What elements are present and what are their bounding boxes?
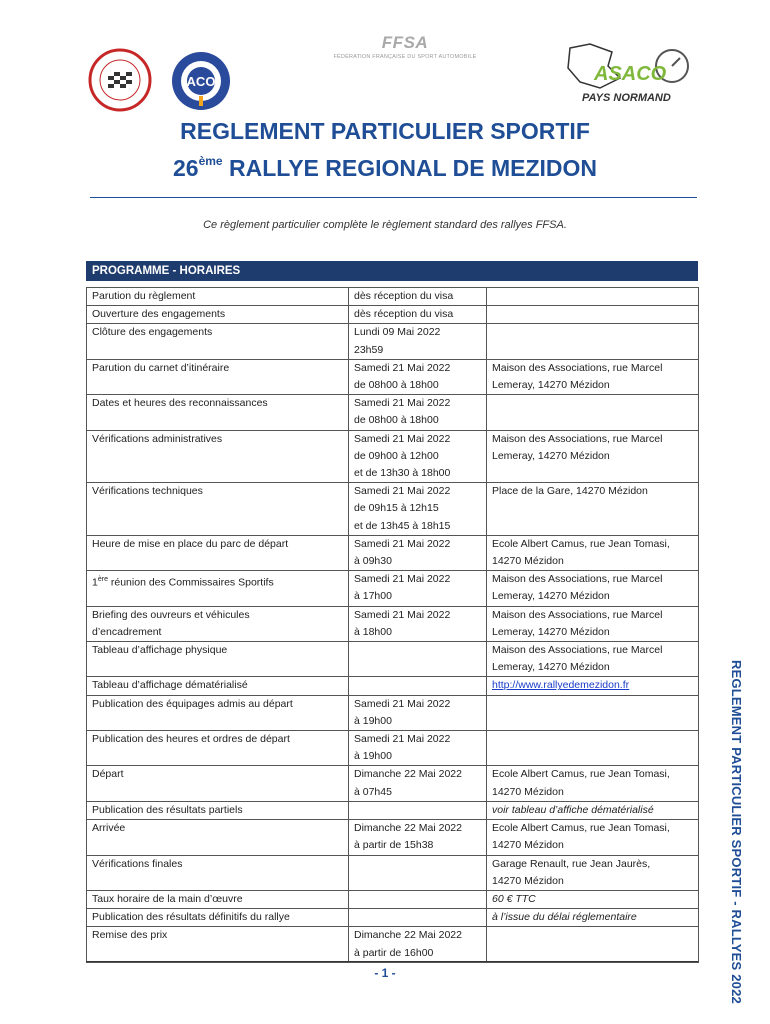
table-row	[87, 306, 699, 324]
row-date: 23h59	[354, 343, 384, 356]
row-location-cell	[487, 483, 699, 536]
row-date: à 19h00	[354, 714, 392, 727]
table-row	[87, 890, 699, 908]
row-label: Parution du carnet d’itinéraire	[92, 361, 230, 374]
row-date-cell	[349, 571, 487, 606]
row-location-cell	[487, 695, 699, 730]
row-location-cell	[487, 571, 699, 606]
table-row	[87, 766, 699, 801]
row-date-cell	[349, 731, 487, 766]
row-date: à 17h00	[354, 590, 392, 603]
row-location: Maison des Associations, rue Marcel	[492, 361, 663, 374]
row-date: à 07h45	[354, 785, 392, 798]
row-label: Tableau d’affichage physique	[92, 644, 228, 657]
row-location-cell	[487, 820, 699, 855]
table-row	[87, 677, 699, 695]
table-row	[87, 324, 699, 359]
table-row	[87, 801, 699, 819]
row-date-cell	[349, 306, 487, 324]
row-label-cell	[87, 288, 349, 306]
ecurie-augeronne-logo	[88, 48, 152, 112]
row-location-cell	[487, 642, 699, 677]
row-label: Publication des équipages admis au départ	[92, 697, 293, 710]
row-date: de 08h00 à 18h00	[354, 414, 439, 427]
rally-name: RALLYE REGIONAL DE MEZIDON	[222, 155, 598, 181]
row-label-cell	[87, 677, 349, 695]
row-date-cell	[349, 801, 487, 819]
table-row	[87, 820, 699, 855]
row-location: Maison des Associations, rue Marcel	[492, 644, 663, 657]
row-location: voir tableau d’affiche dématérialisé	[492, 803, 654, 816]
website-link[interactable]: http://www.rallyedemezidon.fr	[492, 679, 630, 692]
row-location: 60 € TTC	[492, 892, 536, 905]
row-date-cell	[349, 430, 487, 483]
row-date	[354, 856, 481, 873]
row-date: Samedi 21 Mai 2022	[354, 608, 451, 621]
row-label-cell	[87, 324, 349, 359]
row-date: Dimanche 22 Mai 2022	[354, 768, 462, 781]
table-row	[87, 535, 699, 570]
row-location-cell	[487, 890, 699, 908]
edition-number: 26	[172, 155, 199, 181]
row-date	[354, 802, 481, 819]
row-label-cell	[87, 731, 349, 766]
row-label-cell	[87, 430, 349, 483]
table-row	[87, 571, 699, 606]
row-date: et de 13h45 à 18h15	[354, 519, 451, 532]
table-row	[87, 483, 699, 536]
row-label: Arrivée	[92, 822, 126, 835]
row-label-cell	[87, 571, 349, 606]
row-location: Lemeray, 14270 Mézidon	[492, 379, 610, 392]
row-date: Lundi 09 Mai 2022	[354, 326, 441, 339]
row-location	[492, 288, 693, 305]
row-location: Ecole Albert Camus, rue Jean Tomasi,	[492, 768, 670, 781]
row-date-cell	[349, 606, 487, 641]
row-location: Ecole Albert Camus, rue Jean Tomasi,	[492, 537, 670, 550]
row-date-cell	[349, 890, 487, 908]
row-location	[492, 731, 693, 748]
row-location	[492, 306, 693, 323]
section-header-programme: PROGRAMME - HORAIRES	[86, 261, 698, 281]
row-date: de 08h00 à 18h00	[354, 379, 439, 392]
row-location	[492, 927, 693, 944]
row-label-cell	[87, 801, 349, 819]
row-label-cell	[87, 395, 349, 430]
row-label-cell	[87, 927, 349, 962]
row-label-cell	[87, 535, 349, 570]
row-location-cell	[487, 801, 699, 819]
row-label: Heure de mise en place du parc de départ	[92, 537, 289, 550]
row-location-cell	[487, 927, 699, 962]
row-location-cell	[487, 306, 699, 324]
row-label: Publication des résultats définitifs du rallye	[92, 911, 290, 924]
row-location	[492, 324, 693, 341]
page-title-line2	[0, 154, 770, 182]
aco-logo-text: ACO	[186, 74, 216, 89]
row-label: Tableau d’affichage dématérialisé	[92, 679, 248, 692]
row-location: Garage Renault, rue Jean Jaurès,	[492, 857, 651, 870]
ffsa-tagline: FÉDÉRATION FRANÇAISE DU SPORT AUTOMOBILE	[333, 54, 477, 60]
page-title-line1: REGLEMENT PARTICULIER SPORTIF	[180, 118, 590, 144]
row-location: 14270 Mézidon	[492, 785, 564, 798]
ffsa-logo	[320, 34, 490, 74]
row-label: Taux horaire de la main d’œuvre	[92, 892, 243, 905]
table-row	[87, 927, 699, 962]
title-divider	[90, 197, 697, 198]
row-date	[354, 677, 481, 694]
schedule-table	[86, 287, 699, 963]
row-date: dès réception du visa	[354, 308, 454, 321]
row-location-cell	[487, 535, 699, 570]
row-date-cell	[349, 642, 487, 677]
side-running-title: REGLEMENT PARTICULIER SPORTIF - RALLYES 2022	[729, 660, 744, 1004]
footer-divider	[86, 961, 698, 962]
row-date: à partir de 16h00	[354, 946, 434, 959]
table-row	[87, 909, 699, 927]
table-row	[87, 359, 699, 394]
row-location-cell	[487, 677, 699, 695]
row-date-cell	[349, 855, 487, 890]
row-date-cell	[349, 695, 487, 730]
row-date: et de 13h30 à 18h00	[354, 467, 451, 480]
row-location: Ecole Albert Camus, rue Jean Tomasi,	[492, 822, 670, 835]
row-label: Ouverture des engagements	[92, 308, 226, 321]
row-date-cell	[349, 359, 487, 394]
asaco-logo-text: ASACO	[594, 63, 667, 85]
row-date-cell	[349, 927, 487, 962]
row-date: de 09h15 à 12h15	[354, 502, 439, 515]
row-label-cell	[87, 606, 349, 641]
row-date: Samedi 21 Mai 2022	[354, 573, 451, 586]
row-location-cell	[487, 395, 699, 430]
row-date-cell	[349, 324, 487, 359]
row-label: 1ère réunion des Commissaires Sportifs	[92, 576, 274, 589]
row-label: d’encadrement	[92, 625, 162, 638]
page-number: - 1 -	[374, 966, 396, 980]
row-location	[492, 696, 693, 713]
row-location: Lemeray, 14270 Mézidon	[492, 590, 610, 603]
row-label-cell	[87, 820, 349, 855]
table-row	[87, 855, 699, 890]
row-label-cell	[87, 890, 349, 908]
row-date	[354, 642, 481, 659]
row-label-cell	[87, 695, 349, 730]
row-date: à partir de 15h38	[354, 839, 434, 852]
row-date: à 09h30	[354, 555, 392, 568]
row-date: Samedi 21 Mai 2022	[354, 537, 451, 550]
row-label-cell	[87, 855, 349, 890]
row-location: Lemeray, 14270 Mézidon	[492, 661, 610, 674]
row-location: Maison des Associations, rue Marcel	[492, 573, 663, 586]
row-label: Vérifications administratives	[92, 432, 223, 445]
table-row	[87, 642, 699, 677]
row-label: Publication des heures et ordres de départ	[92, 733, 290, 746]
row-location: Lemeray, 14270 Mézidon	[492, 625, 610, 638]
row-date: à 18h00	[354, 625, 392, 638]
row-location-cell	[487, 606, 699, 641]
row-location: Lemeray, 14270 Mézidon	[492, 449, 610, 462]
row-label: Vérifications finales	[92, 857, 183, 870]
table-row	[87, 731, 699, 766]
row-date: de 09h00 à 12h00	[354, 449, 439, 462]
row-location-cell	[487, 430, 699, 483]
intro-text: Ce règlement particulier complète le règlement standard des rallyes FFSA.	[203, 219, 567, 231]
row-location-cell	[487, 324, 699, 359]
row-label-cell	[87, 766, 349, 801]
row-date: dès réception du visa	[354, 290, 454, 302]
row-date-cell	[349, 288, 487, 306]
row-label: Dates et heures des reconnaissances	[92, 397, 268, 410]
row-location: à l’issue du délai réglementaire	[492, 911, 637, 924]
row-date-cell	[349, 766, 487, 801]
row-location: Maison des Associations, rue Marcel	[492, 432, 663, 445]
row-date	[354, 909, 481, 926]
table-row	[87, 288, 699, 306]
row-location: 14270 Mézidon	[492, 839, 564, 852]
row-date: Dimanche 22 Mai 2022	[354, 929, 462, 942]
row-location: Place de la Gare, 14270 Mézidon	[492, 485, 648, 498]
row-date-cell	[349, 483, 487, 536]
row-location: Maison des Associations, rue Marcel	[492, 608, 663, 621]
row-label: Clôture des engagements	[92, 326, 213, 339]
row-label: Parution du règlement	[92, 290, 196, 302]
row-label-cell	[87, 483, 349, 536]
row-date: Samedi 21 Mai 2022	[354, 733, 451, 746]
row-date: à 19h00	[354, 750, 392, 763]
row-label: Départ	[92, 768, 124, 781]
table-row	[87, 606, 699, 641]
row-date: Samedi 21 Mai 2022	[354, 697, 451, 710]
row-location-cell	[487, 731, 699, 766]
row-date-cell	[349, 535, 487, 570]
row-label: Vérifications techniques	[92, 485, 203, 498]
row-date-cell	[349, 395, 487, 430]
row-location: 14270 Mézidon	[492, 874, 564, 887]
row-location-cell	[487, 909, 699, 927]
table-row	[87, 695, 699, 730]
row-date-cell	[349, 677, 487, 695]
row-location: 14270 Mézidon	[492, 555, 564, 568]
row-date: Samedi 21 Mai 2022	[354, 432, 451, 445]
edition-suffix: ème	[198, 154, 223, 168]
row-location-cell	[487, 766, 699, 801]
row-location	[492, 395, 693, 412]
row-date-cell	[349, 820, 487, 855]
row-location-cell	[487, 855, 699, 890]
row-date: Samedi 21 Mai 2022	[354, 361, 451, 374]
row-label-cell	[87, 642, 349, 677]
table-row	[87, 395, 699, 430]
row-date: Samedi 21 Mai 2022	[354, 485, 451, 498]
aco-logo	[170, 50, 232, 112]
row-location-cell	[487, 288, 699, 306]
row-date: Dimanche 22 Mai 2022	[354, 822, 462, 835]
ffsa-brand: FFSA	[381, 33, 429, 52]
row-date-cell	[349, 909, 487, 927]
row-label: Briefing des ouvreurs et véhicules	[92, 608, 250, 621]
row-location-cell	[487, 359, 699, 394]
row-label-cell	[87, 909, 349, 927]
row-label: Publication des résultats partiels	[92, 803, 243, 816]
pays-normand-text: PAYS NORMAND	[582, 92, 671, 104]
row-label: Remise des prix	[92, 929, 168, 942]
row-date: Samedi 21 Mai 2022	[354, 397, 451, 410]
row-label-cell	[87, 306, 349, 324]
row-date	[354, 891, 481, 908]
table-row	[87, 430, 699, 483]
row-label-cell	[87, 359, 349, 394]
